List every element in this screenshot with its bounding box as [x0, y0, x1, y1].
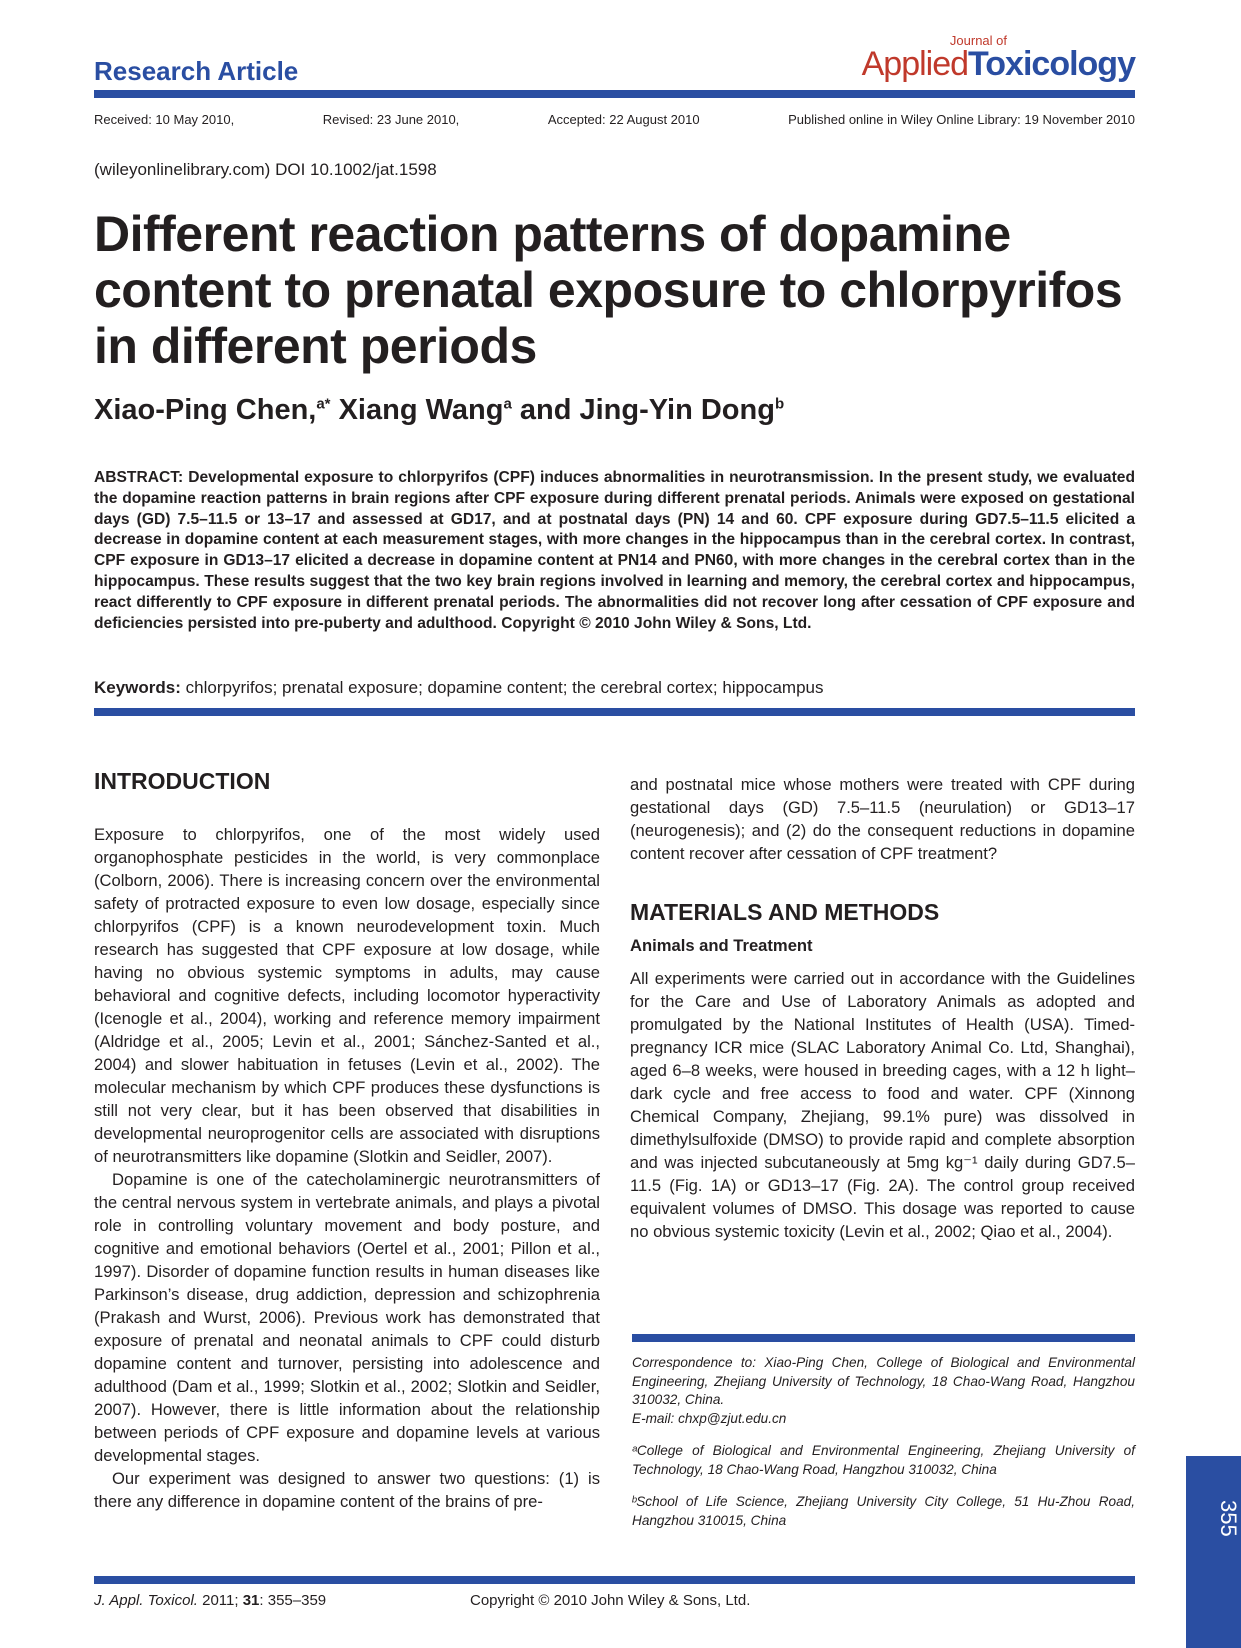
header-rule: [94, 90, 1135, 98]
journal-logo-applied: Applied: [861, 45, 969, 83]
article-dates: [94, 112, 1135, 127]
accepted-date: Accepted: 22 August 2010: [547, 112, 700, 127]
keywords-text: chlorpyrifos; prenatal exposure; dopamine content; the cerebral cortex; hippocampus: [180, 678, 824, 697]
author-3-affil: b: [774, 395, 785, 413]
footer-rule: [94, 1576, 1135, 1584]
correspondence-email: E-mail: chxp@zjut.edu.cn: [632, 1410, 787, 1426]
author-1: Xiao-Ping Chen,: [94, 394, 317, 426]
abstract: ABSTRACT: Developmental exposure to chlorpyrifos (CPF) induces abnormalities in neurotransmission. In the present study, we evaluated the dopamine reaction patterns in brain regions after CPF exposure during different prenatal periods. Animals were exposed on gestational days (GD) 7.5–11.5 or 13–17 and assessed at GD17, and at postnatal days (PN) 14 and 60. CPF exposure during GD7.5–11.5 elicited a decrease in dopamine content at each measurement stages, with more changes in the hippocampus than in the cerebral cortex. In contrast, CPF exposure in GD13–17 elicited a decrease in dopamine content at PN14 and PN60, with more changes in the cerebral cortex than in the hippocampus. These results suggest that the two key brain regions involved in learning and memory, the cerebral cortex and hippocampus, react differently to CPF exposure in different prenatal periods. The abnormalities did not recover long after cessation of CPF exposure and deficiencies persisted into pre-puberty and adulthood. Copyright © 2010 John Wiley & Sons, Ltd.: [94, 469, 1135, 632]
page-number-tab: [1186, 1456, 1241, 1648]
keywords-label: Keywords:: [94, 678, 181, 697]
journal-logo: [862, 34, 1135, 81]
page-number: 355: [1216, 1500, 1241, 1537]
affiliation-b: ᵇSchool of Life Science, Zhejiang University City College, 51 Hu-Zhou Road, Hangzhou 310015, China: [632, 1494, 1135, 1528]
revised-date: Revised: 23 June 2010,: [322, 112, 460, 127]
journal-logo-toxicology: Toxicology: [968, 45, 1135, 83]
published-date: Published online in Wiley Online Library: 19 November 2010: [788, 112, 1135, 127]
right-column: [630, 773, 1135, 1243]
citation-year: 2011;: [197, 1592, 243, 1609]
citation-volume: 31: [242, 1592, 260, 1609]
author-3: and Jing-Yin Dong: [511, 394, 775, 426]
correspondence-rule: [632, 1334, 1135, 1342]
intro-paragraph-3: Our experiment was designed to answer two questions: (1) is there any difference in dopamine content of the brains of pre-: [94, 1469, 600, 1511]
article-title: Different reaction patterns of dopamine content to prenatal exposure to chlorpyrifos in different periods: [94, 206, 1123, 374]
journal-logo-of: Journal of: [949, 33, 1007, 48]
author-1-affil: a*: [316, 395, 331, 413]
citation-journal: J. Appl. Toxicol.: [94, 1592, 198, 1609]
keywords: [94, 678, 824, 698]
intro-continuation: and postnatal mice whose mothers were treated with CPF during gestational days (GD) 7.5–11.5 (neurulation) or GD13–17 (neurogenesis); and (2) do the consequent reductions in dopamine content recover after cessation of CPF treatment?: [630, 775, 1135, 863]
intro-paragraph-2: Dopamine is one of the catecholaminergic neurotransmitters of the central nervous system in vertebrate animals, and plays a pivotal role in controlling voluntary movement and body posture, and cognitive and emotional behaviors (Oertel et al., 2001; Pillon et al., 1997). Disorder of dopamine function results in human diseases like Parkinson’s disease, drug addiction, depression and schizophrenia (Prakash and Wurst, 2006). Previous work has demonstrated that exposure of prenatal and neonatal animals to CPF could disturb dopamine content and turnover, persisting into adolescence and adulthood (Dam et al., 1999; Slotkin et al., 2002; Slotkin and Seidler, 2007). However, there is little information about the relationship between periods of CPF exposure and dopamine levels at various developmental stages.: [94, 1170, 600, 1465]
citation: [94, 1592, 326, 1609]
methods-heading: MATERIALS AND METHODS: [630, 899, 940, 925]
doi-line: (wileyonlinelibrary.com) DOI 10.1002/jat.1598: [94, 160, 437, 179]
affiliation-a: ᵃCollege of Biological and Environmental Engineering, Zhejiang University of Technology, 18 Chao-Wang Road, Hangzhou 310032, China: [632, 1443, 1135, 1477]
correspondence-text: Correspondence to: Xiao-Ping Chen, College of Biological and Environmental Engineering, Zhejiang University of Technology, 18 Chao-Wang Road, Hangzhou 310032, China.: [632, 1355, 1135, 1407]
author-2: Xiang Wang: [330, 394, 504, 426]
citation-pages: : 355–359: [259, 1592, 327, 1609]
received-date: Received: 10 May 2010,: [94, 112, 235, 127]
animals-subheading: Animals and Treatment: [630, 936, 813, 955]
abstract-rule: [94, 708, 1135, 716]
intro-paragraph-1: Exposure to chlorpyrifos, one of the most widely used organophosphate pesticides in the world, is very commonplace (Colborn, 2006). There is increasing concern over the environmental safety of protracted exposure to even low dosage, especially since chlorpyrifos (CPF) is a known neurodevelopment toxin. Much research has suggested that CPF exposure at low dosage, while having no obvious systemic symptoms in adults, may cause behavioral and cognitive defects, including locomotor hyperactivity (Icenogle et al., 2004), working and reference memory impairment (Aldridge et al., 2005; Levin et al., 2001; Sánchez-Santed et al., 2004) and slower habituation in fetuses (Levin et al., 2002). The molecular mechanism by which CPF produces these dysfunctions is still not very clear, but it has been observed that disabilities in developmental neuroprogenitor cells are associated with disruptions of neurotransmitters like dopamine (Slotkin and Seidler, 2007).: [94, 825, 600, 1166]
correspondence-box: [632, 1354, 1135, 1544]
author-2-affil: a: [503, 395, 512, 413]
intro-heading: INTRODUCTION: [94, 768, 271, 794]
article-type-label: Research Article: [94, 56, 299, 86]
left-column: [94, 770, 600, 1513]
methods-paragraph: All experiments were carried out in accordance with the Guidelines for the Care and Use of Laboratory Animals as adopted and promulgated by the National Institutes of Health (USA). Timed-pregnancy ICR mice (SLAC Laboratory Animal Co. Ltd, Shanghai), aged 6–8 weeks, were housed in breeding cages, with a 12 h light–dark cycle and free access to food and water. CPF (Xinnong Chemical Company, Zhejiang, 99.1% pure) was dissolved in dimethylsulfoxide (DMSO) to provide rapid and complete absorption and was injected subcutaneously at 5mg kg⁻¹ daily during GD7.5–11.5 (Fig. 1A) or GD13–17 (Fig. 2A). The control group received equivalent volumes of DMSO. This dosage was reported to cause no obvious systemic toxicity (Levin et al., 2002; Qiao et al., 2004).: [630, 969, 1135, 1241]
footer-copyright: Copyright © 2010 John Wiley & Sons, Ltd.: [470, 1592, 751, 1609]
author-list: [94, 394, 784, 427]
